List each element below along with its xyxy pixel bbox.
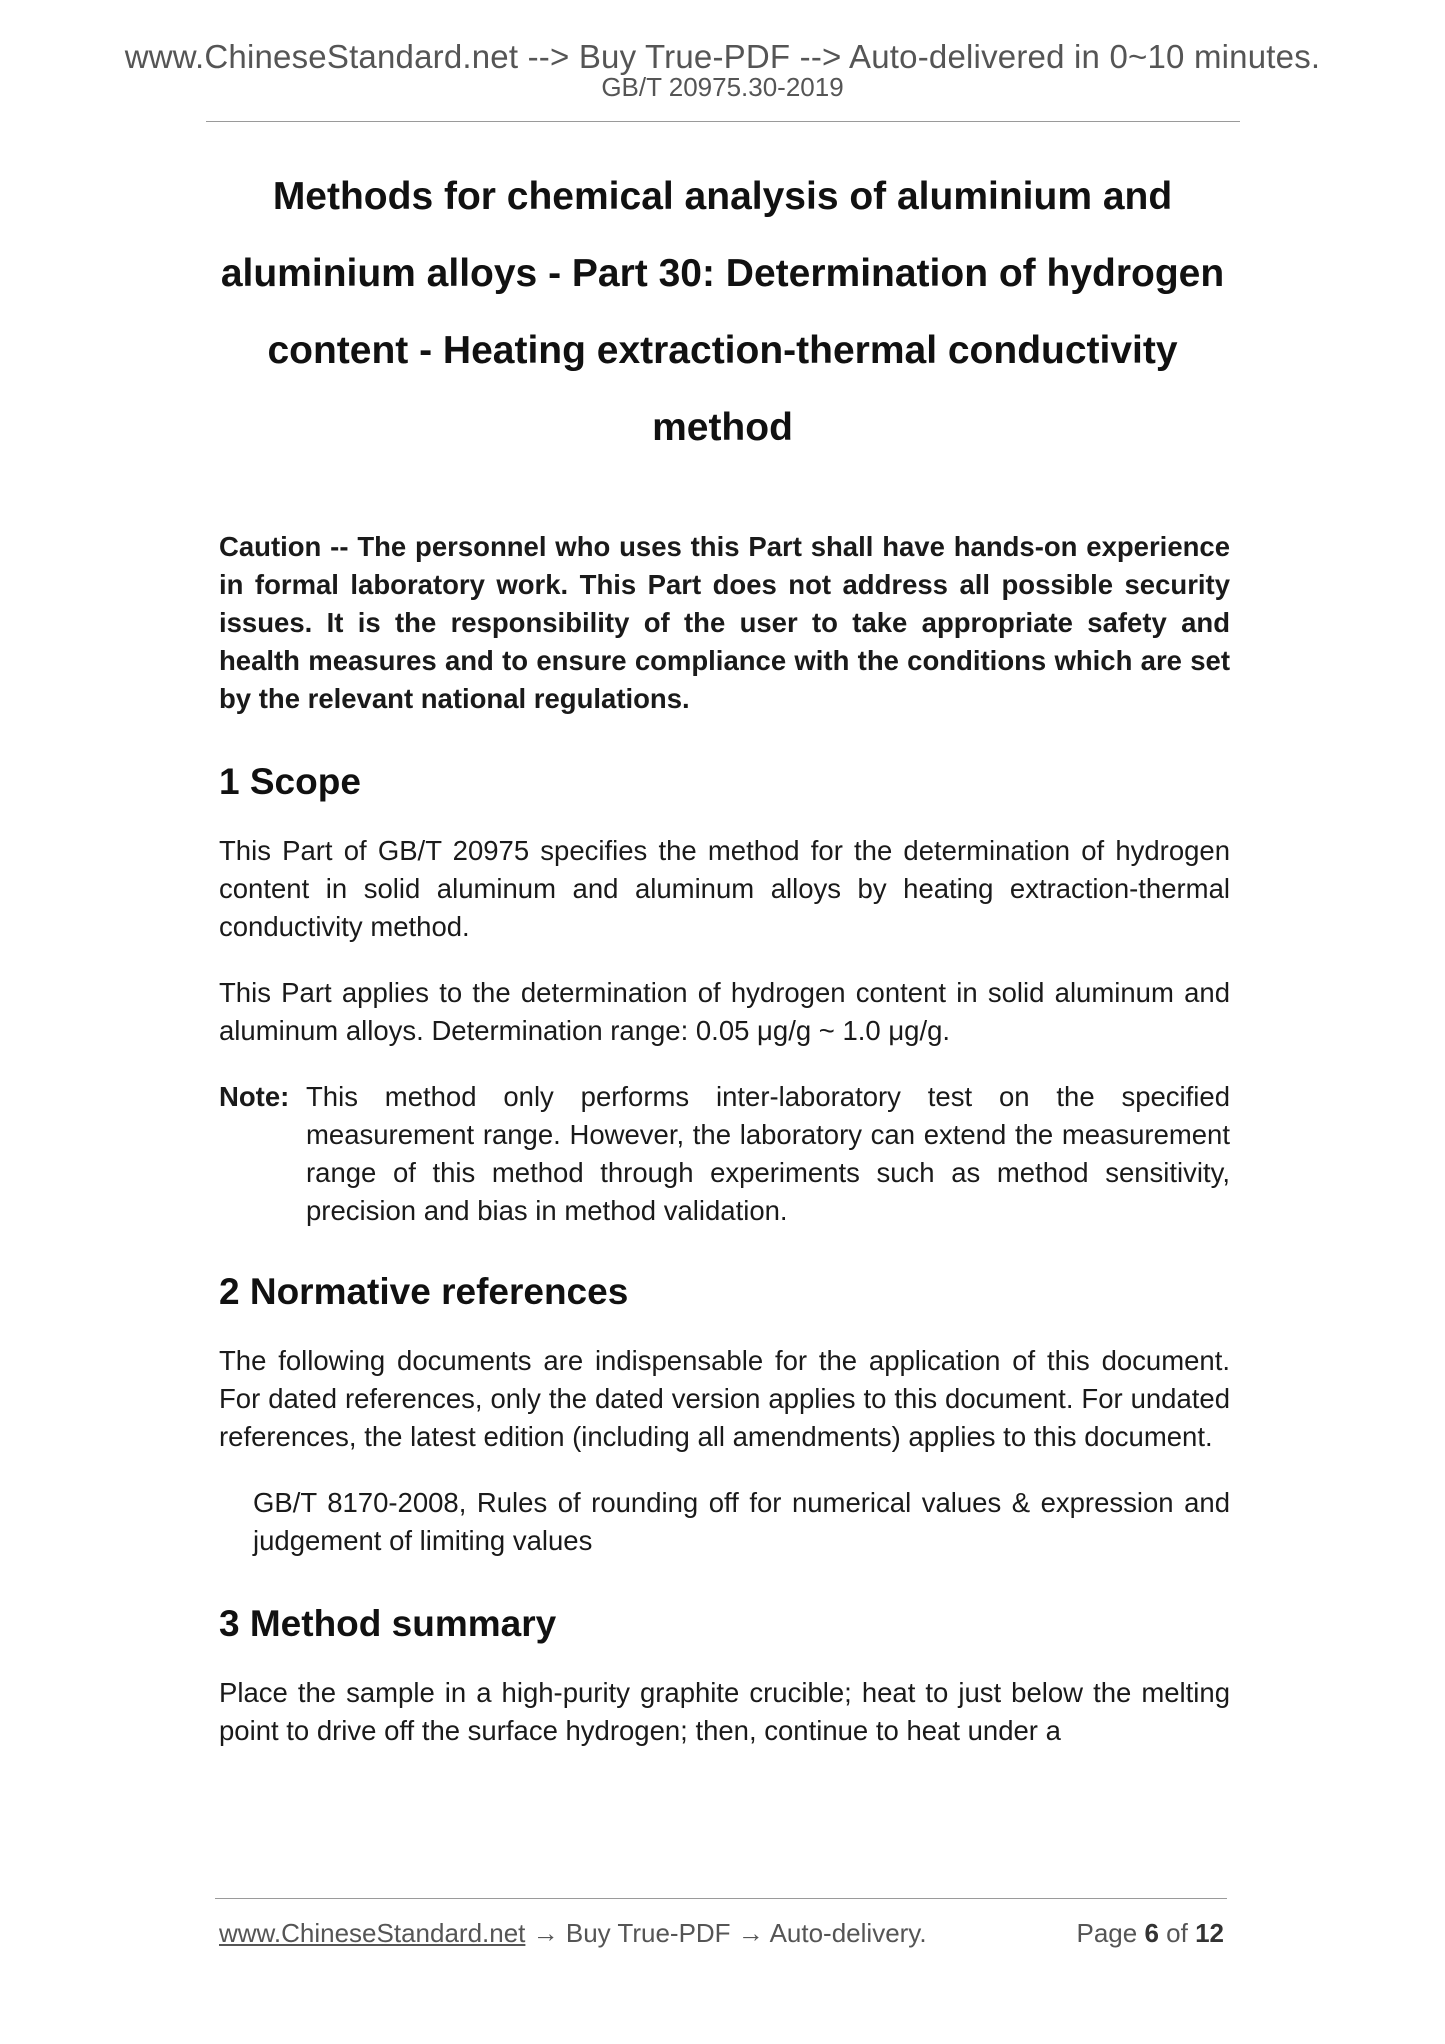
header-standard-number: GB/T 20975.30-2019 [601, 72, 844, 102]
caution-paragraph: Caution -- The personnel who uses this Part shall have hands-on experience in formal laboratory work. This Part does not address all possible security issues. It is the responsibility of the user to take appropriate safety and health measures and to ensure compliance with the conditions which are set by the relevant national regulations. [219, 531, 1230, 714]
title-line-2: aluminium alloys - Part 30: Determination of hydrogen [220, 252, 1225, 295]
page-word: Page [1076, 1918, 1138, 1948]
document-title [180, 158, 1265, 466]
title-line-3: content - Heating extraction-thermal conductivity [267, 329, 1178, 372]
page-total: 12 [1195, 1918, 1224, 1948]
normative-paragraph-1: The following documents are indispensable for the application of this document. For dated references, only the dated version applies to this document. For undated references, the latest edition (including all amendments) applies to this document. [219, 1345, 1230, 1452]
page-current: 6 [1144, 1918, 1159, 1948]
section-heading-method-summary: 3 Method summary [219, 1603, 557, 1644]
scope-paragraph-2: This Part applies to the determination of hydrogen content in solid aluminum and aluminum alloys. Determination range: 0.05 μg/g ~ 1.0 μg/g. [219, 977, 1230, 1046]
document-body [219, 528, 1230, 1750]
footer-site-link[interactable]: www.ChineseStandard.net [219, 1918, 526, 1948]
scope-note [219, 1078, 1230, 1230]
header-divider [206, 121, 1240, 122]
section-heading-scope: 1 Scope [219, 761, 361, 802]
of-word: of [1166, 1918, 1188, 1948]
normative-reference-item: GB/T 8170-2008, Rules of rounding off for numerical values & expression and judgement of limiting values [253, 1487, 1230, 1556]
method-summary-paragraph-1: Place the sample in a high-purity graphite crucible; heat to just below the melting point to drive off the surface hydrogen; then, continue to heat under a [219, 1677, 1230, 1746]
title-line-1: Methods for chemical analysis of aluminium and [272, 175, 1173, 218]
footer-left [219, 1918, 927, 1949]
footer-delivery-text: → Buy True-PDF → Auto-delivery. [525, 1918, 927, 1948]
section-heading-normative-references: 2 Normative references [219, 1271, 629, 1312]
title-line-4: method [652, 406, 793, 449]
note-label: Note: [219, 1081, 290, 1112]
page-footer [219, 1918, 1224, 1952]
footer-divider [215, 1898, 1227, 1899]
scope-paragraph-1: This Part of GB/T 20975 specifies the method for the determination of hydrogen content in solid aluminum and aluminum alloys by heating extraction-thermal conductivity method. [219, 835, 1230, 942]
note-text: This method only performs inter-laboratory test on the specified measurement range. However, the laboratory can extend the measurement range of this method through experiments such as method sensitivity, precision and bias in method validation. [306, 1081, 1230, 1226]
top-banner: www.ChineseStandard.net --> Buy True-PDF --> Auto-delivered in 0~10 minutes. [124, 38, 1321, 75]
page-number [1076, 1918, 1224, 1949]
